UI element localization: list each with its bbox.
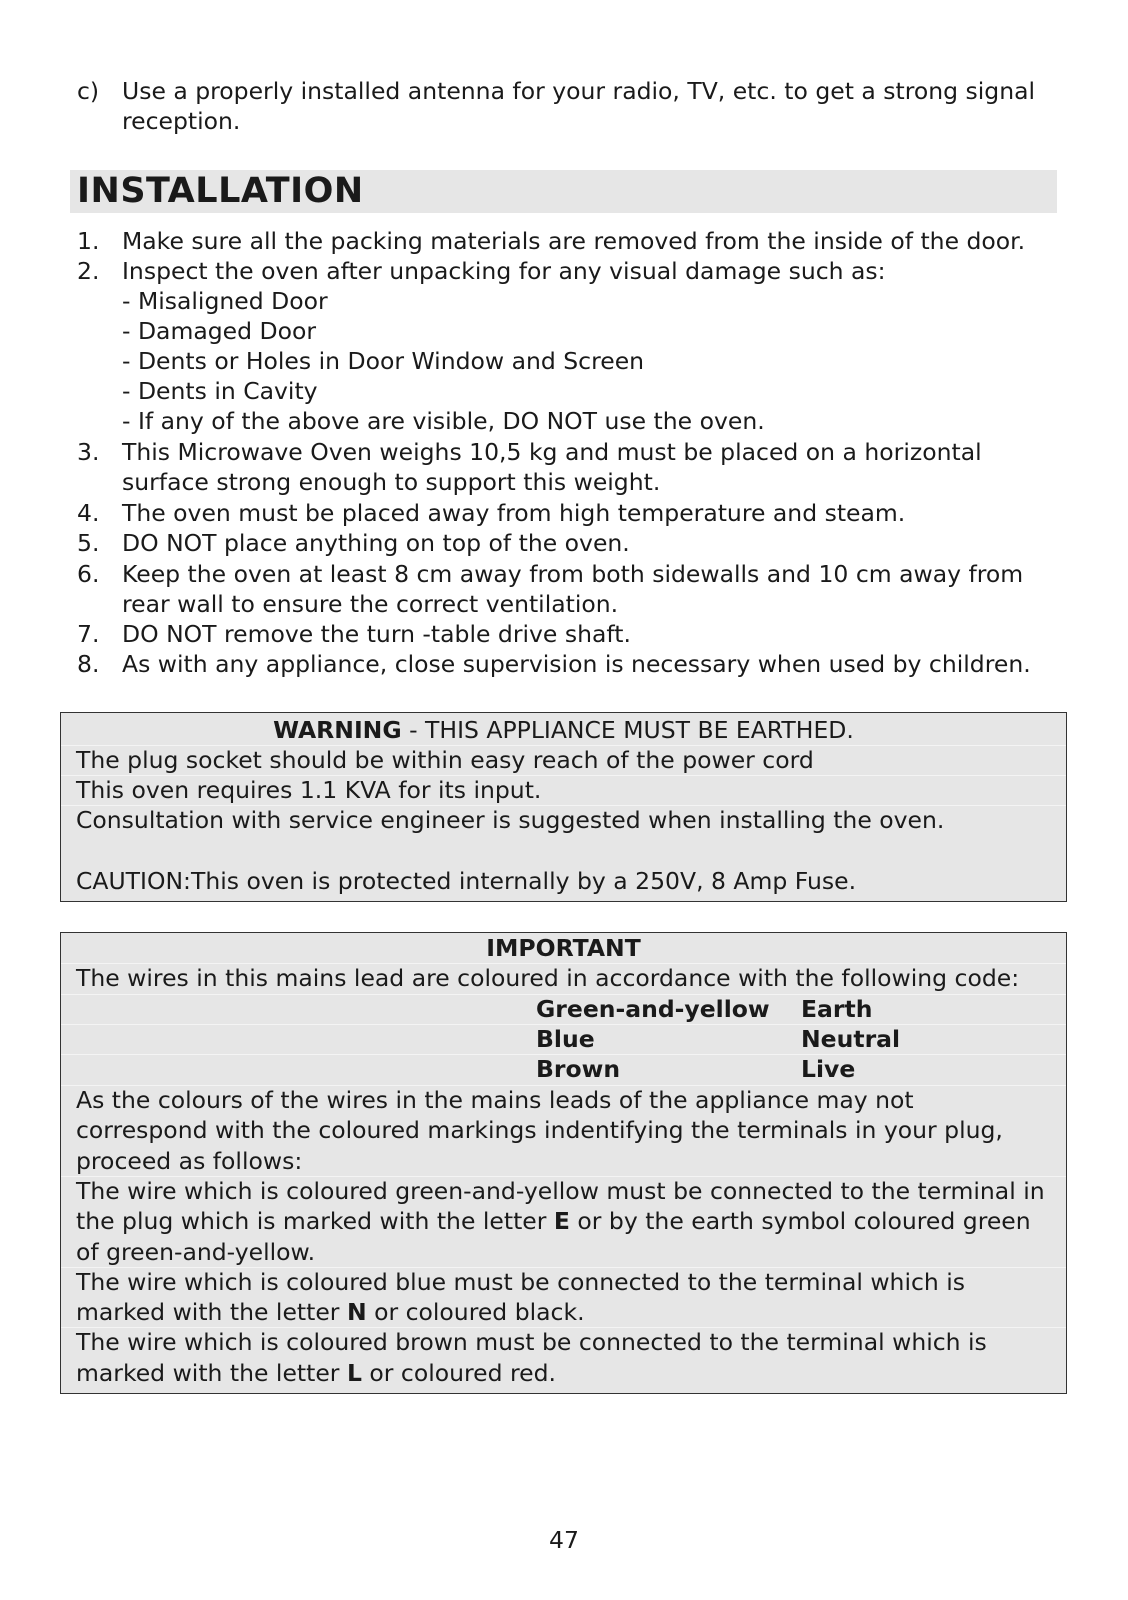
step-number: 2. [77,257,100,285]
step-number: 6. [77,560,100,588]
important-paragraph-line: The wire which is coloured green-and-yellow must be connected to the terminal in [76,1177,1045,1205]
earth-instruction [76,1206,1031,1236]
step-number: 8. [77,650,100,678]
wire-function: Live [801,1055,856,1083]
neutral-post: or coloured black. [366,1298,585,1326]
step-number: 5. [77,529,100,557]
intro-line-2: reception. [122,107,241,135]
live-pre: marked with the letter [76,1359,347,1387]
section-title: INSTALLATION [77,171,364,211]
neutral-pre: marked with the letter [76,1298,347,1326]
live-post: or coloured red. [361,1359,556,1387]
earth-instruction-cont: of green-and-yellow. [76,1238,316,1266]
important-paragraph-line: proceed as follows: [76,1147,303,1175]
warning-heading-text: - THIS APPLIANCE MUST BE EARTHED. [401,716,854,744]
intro-label: c) [77,77,100,105]
step-text: rear wall to ensure the correct ventilation. [122,590,619,618]
important-paragraph-line: As the colours of the wires in the mains leads of the appliance may not [76,1086,914,1114]
step-text: DO NOT remove the turn -table drive shaft. [122,620,631,648]
live-letter: L [346,1359,362,1387]
warning-box [60,712,1067,902]
neutral-letter: N [346,1298,367,1326]
important-title: IMPORTANT [486,934,641,962]
step-number: 1. [77,227,100,255]
step-text: Inspect the oven after unpacking for any visual damage such as: [122,257,886,285]
wire-code-row [61,994,1066,1024]
wire-colour: Blue [536,1025,595,1053]
warning-line: The plug socket should be within easy reach of the power cord [76,746,814,774]
wire-colour: Green-and-yellow [536,995,770,1023]
step-text: surface strong enough to support this weight. [122,468,661,496]
important-box [60,932,1067,1394]
step-text: This Microwave Oven weighs 10,5 kg and must be placed on a horizontal [122,438,982,466]
damage-item-text: - Damaged Door [122,317,317,345]
step-text: As with any appliance, close supervision is necessary when used by children. [122,650,1031,678]
wire-function: Earth [801,995,873,1023]
warning-heading [61,715,1066,745]
damage-item-text: - Dents in Cavity [122,377,318,405]
important-paragraph-line: correspond with the coloured markings indentifying the terminals in your plug, [76,1116,1003,1144]
damage-item-text: - Dents or Holes in Door Window and Screen [122,347,645,375]
step-text: Make sure all the packing materials are removed from the inside of the door. [122,227,1026,255]
step-text: Keep the oven at least 8 cm away from both sidewalls and 10 cm away from [122,560,1024,588]
earth-pre: the plug which is marked with the letter [76,1207,554,1235]
intro-line-1: Use a properly installed antenna for your radio, TV, etc. to get a strong signal [122,77,1036,105]
page-number: 47 [549,1526,579,1554]
wire-colour: Brown [536,1055,621,1083]
important-intro: The wires in this mains lead are coloured in accordance with the following code: [76,964,1020,992]
wire-code-row [61,1024,1066,1054]
earth-post: or by the earth symbol coloured green [569,1207,1031,1235]
wire-function: Neutral [801,1025,901,1053]
step-text: The oven must be placed away from high temperature and steam. [122,499,906,527]
neutral-instruction-cont [76,1297,585,1327]
neutral-instruction: The wire which is coloured blue must be connected to the terminal which is [76,1268,966,1296]
caution-text: CAUTION:This oven is protected internally by a 250V, 8 Amp Fuse. [76,867,857,895]
wire-code-row [61,1054,1066,1084]
step-number: 4. [77,499,100,527]
earth-letter: E [553,1207,570,1235]
warning-line: This oven requires 1.1 KVA for its input. [76,776,542,804]
damage-item-text: - Misaligned Door [122,287,328,315]
step-number: 7. [77,620,100,648]
live-instruction: The wire which is coloured brown must be connected to the terminal which is [76,1328,987,1356]
warning-label: WARNING [273,716,402,744]
live-instruction-cont [76,1358,556,1388]
warning-line: Consultation with service engineer is suggested when installing the oven. [76,806,945,834]
step-number: 3. [77,438,100,466]
damage-item-text: - If any of the above are visible, DO NOT use the oven. [122,407,765,435]
step-text: DO NOT place anything on top of the oven. [122,529,630,557]
